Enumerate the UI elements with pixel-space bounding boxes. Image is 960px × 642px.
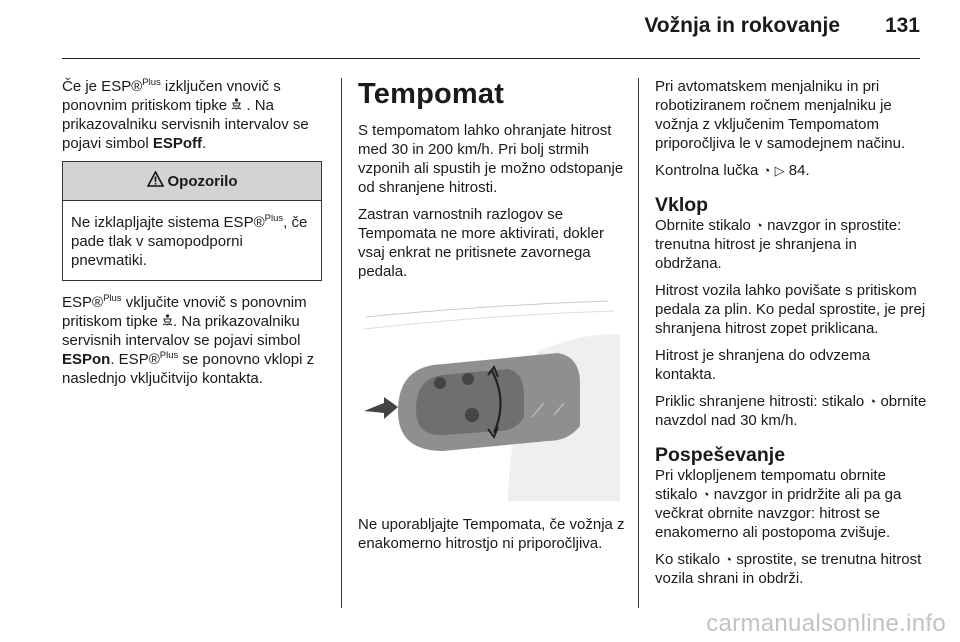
esp-skid-icon xyxy=(162,312,173,331)
cruise-control-icon: ◔ xyxy=(724,552,733,567)
esp-skid-icon xyxy=(231,96,242,115)
header-title: Vožnja in rokovanje xyxy=(644,14,840,37)
espon-symbol: ESPon xyxy=(62,351,111,368)
cruise-control-icon: ◔ xyxy=(762,163,771,178)
header-rule xyxy=(62,58,920,59)
warning-triangle-icon xyxy=(147,171,164,192)
section-heading-tempomat: Tempomat xyxy=(358,78,505,110)
espoff-symbol: ESPoff xyxy=(152,135,203,152)
pospesevanje-paragraph-1: Pri vklopljenem tempomatu obrnite stikalo ◔ navzgor in pridržite ali pa ga večkrat obrnite navzgor: hitrost se enakomerno ali postopoma zvišuje. xyxy=(655,467,902,541)
warning-box xyxy=(62,161,322,281)
page-number: 131 xyxy=(884,14,920,37)
cruise-control-stalk-illustration xyxy=(358,291,620,501)
vklop-paragraph-4: Priklic shranjene hitrosti: stikalo ◔ obrnite navzdol nad 30 km/h. xyxy=(655,393,927,429)
column-right xyxy=(655,77,927,596)
tempomat-safety: Zastran varnostnih razlogov se Tempomata ne more aktivirati, dokler vsaj enkrat ne pritisnete zavornega pedala. xyxy=(358,206,604,280)
esp-off-paragraph: Če je ESP®$^{Plus}$ izključen vnovič s ponovnim pritiskom tipke . Na prikazovalniku servisnih intervalov se pojavi simbol ESPoff. xyxy=(62,77,309,152)
tempomat-intro: S tempomatom lahko ohranjate hitrost med 30 in 200 km/h. Pri bolj strmih vzponih ali spustih je možno odstopanje od shranjene hitrosti. xyxy=(358,122,624,196)
page-reference-icon: ▷ xyxy=(774,163,785,178)
column-left xyxy=(62,77,328,396)
automatic-gearbox-note: Pri avtomatskem menjalniku in pri robotiziranem ročnem menjalniku je vožnja z vključenim Tempomatom priporočljiva le v samodejnem načinu. xyxy=(655,78,906,152)
esp-on-paragraph: ESP®$^{Plus}$ vključite vnovič s ponovnim pritiskom tipke . Na prikazovalniku servisnih intervalov se pojavi simbol ESPon. ESP®$^{Plus}$ se ponovno vklopi z naslednjo vključitvijo kontakta. xyxy=(62,293,315,387)
vklop-paragraph-3: Hitrost je shranjena do odvzema kontakta. xyxy=(655,347,871,383)
tempomat-caution: Ne uporabljajte Tempomata, če vožnja z enakomerno hitrostjo ni priporočljiva. xyxy=(358,516,625,552)
column-divider-2 xyxy=(638,78,639,608)
warning-heading: Opozorilo xyxy=(63,162,321,201)
column-divider-1 xyxy=(341,78,342,608)
cruise-control-icon: ◔ xyxy=(755,218,763,233)
warning-text: Ne izklapljajte sistema ESP®$^{Plus}$, če pade tlak v samopodporni pnevmatiki. xyxy=(71,213,308,269)
pospesevanje-paragraph-2: Ko stikalo ◔ sprostite, se trenutna hitrost vozila shrani in obdrži. xyxy=(655,551,922,587)
indicator-light-reference: Kontrolna lučka ◔ ▷ 84. xyxy=(655,162,810,179)
cruise-control-icon: ◔ xyxy=(701,487,710,502)
vklop-paragraph-1: Obrnite stikalo ◔ navzgor in sprostite: trenutna hitrost je shranjena in obdržana. xyxy=(655,217,902,272)
subheading-vklop: Vklop xyxy=(655,194,709,216)
cruise-control-icon: ◔ xyxy=(868,394,877,409)
watermark: carmanualsonline.info xyxy=(706,610,946,637)
subheading-pospesevanje: Pospeševanje xyxy=(655,444,786,466)
column-middle xyxy=(358,77,626,561)
vklop-paragraph-2: Hitrost vozila lahko povišate s pritiskom pedala za plin. Ko pedal sprostite, je prej shranjena hitrost zopet priklicana. xyxy=(655,282,926,337)
